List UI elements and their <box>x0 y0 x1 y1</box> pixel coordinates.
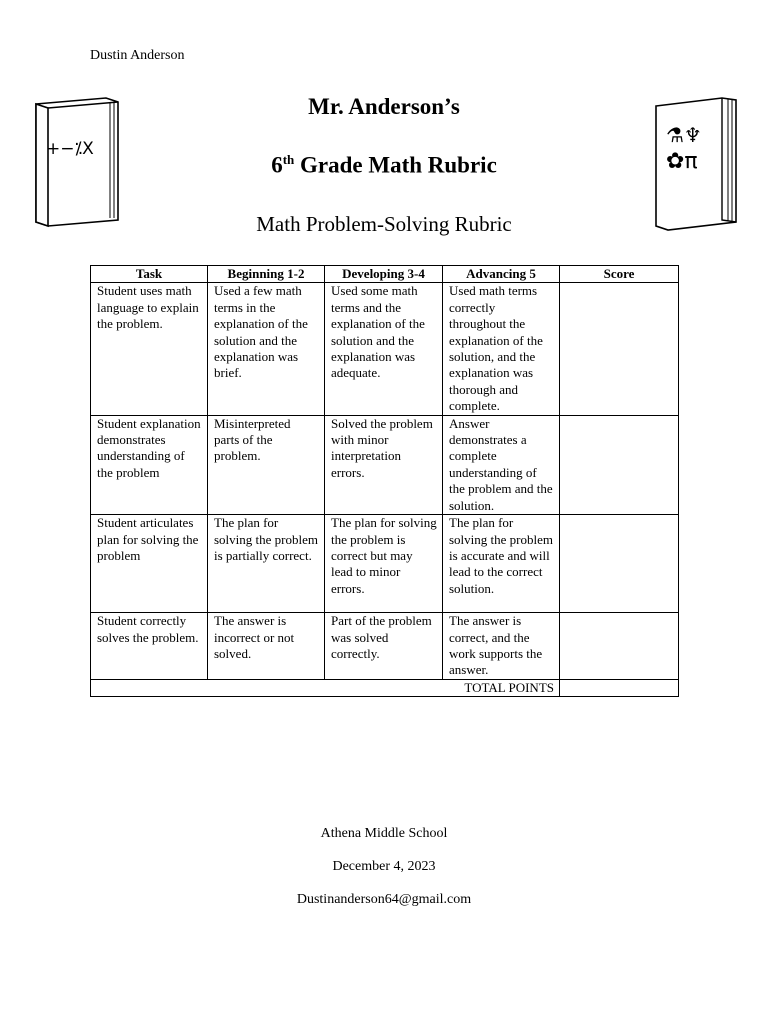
developing-cell: Part of the problem was solved correctly. <box>325 613 443 680</box>
total-row <box>91 679 679 696</box>
page-subtitle-grade <box>0 152 768 179</box>
task-cell: Student articulates plan for solving the problem <box>91 515 208 613</box>
developing-cell: The plan for solving the problem is correct but may lead to minor errors. <box>325 515 443 613</box>
advancing-cell: The plan for solving the problem is accurate and will lead to the correct solution. <box>443 515 560 613</box>
math-symbols-text: +−⁒X <box>46 139 94 159</box>
science-symbols-top: ⚗♆ <box>666 123 702 147</box>
grade-title-rest: Grade Math Rubric <box>294 152 497 178</box>
header-developing: Developing 3-4 <box>325 266 443 283</box>
rubric-subtitle: Math Problem-Solving Rubric <box>256 212 512 236</box>
score-cell[interactable] <box>560 415 679 514</box>
table-row <box>91 283 679 415</box>
advancing-cell: Used math terms correctly throughout the explanation of the solution, and the explanation was thorough and complete. <box>443 283 560 415</box>
score-cell[interactable] <box>560 515 679 613</box>
beginning-cell: Misinterpreted parts of the problem. <box>208 415 325 514</box>
score-cell[interactable] <box>560 283 679 415</box>
rubric-table <box>90 265 679 697</box>
grade-number: 6 <box>271 152 283 178</box>
header-task: Task <box>91 266 208 283</box>
table-row <box>91 515 679 613</box>
table-row <box>91 613 679 680</box>
score-cell[interactable] <box>560 613 679 680</box>
advancing-cell: Answer demonstrates a complete understanding of the problem and the solution. <box>443 415 560 514</box>
task-cell: Student uses math language to explain the problem. <box>91 283 208 415</box>
advancing-cell: The answer is correct, and the work supports the answer. <box>443 613 560 680</box>
beginning-cell: Used a few math terms in the explanation of the solution and the explanation was brief. <box>208 283 325 415</box>
science-symbols-bottom: ✿π <box>666 149 698 174</box>
document-date: December 4, 2023 <box>332 859 436 874</box>
developing-cell: Solved the problem with minor interpretation errors. <box>325 415 443 514</box>
table-header-row <box>91 266 679 283</box>
page-title: Mr. Anderson’s <box>308 94 460 119</box>
task-cell: Student correctly solves the problem. <box>91 613 208 680</box>
developing-cell: Used some math terms and the explanation of the solution and the explanation was adequate. <box>325 283 443 415</box>
table-row <box>91 415 679 514</box>
header-advancing: Advancing 5 <box>443 266 560 283</box>
beginning-cell: The answer is incorrect or not solved. <box>208 613 325 680</box>
total-score-cell[interactable] <box>560 679 679 696</box>
contact-email: Dustinanderson64@gmail.com <box>296 892 472 907</box>
header-score: Score <box>560 266 679 283</box>
task-cell: Student explanation demonstrates understanding of the problem <box>91 415 208 514</box>
school-name: Athena Middle School <box>320 826 448 841</box>
header-beginning: Beginning 1-2 <box>208 266 325 283</box>
total-points-label: TOTAL POINTS <box>91 679 560 696</box>
grade-ordinal: th <box>282 152 295 167</box>
beginning-cell: The plan for solving the problem is partially correct. <box>208 515 325 613</box>
author-name: Dustin Anderson <box>90 48 185 63</box>
